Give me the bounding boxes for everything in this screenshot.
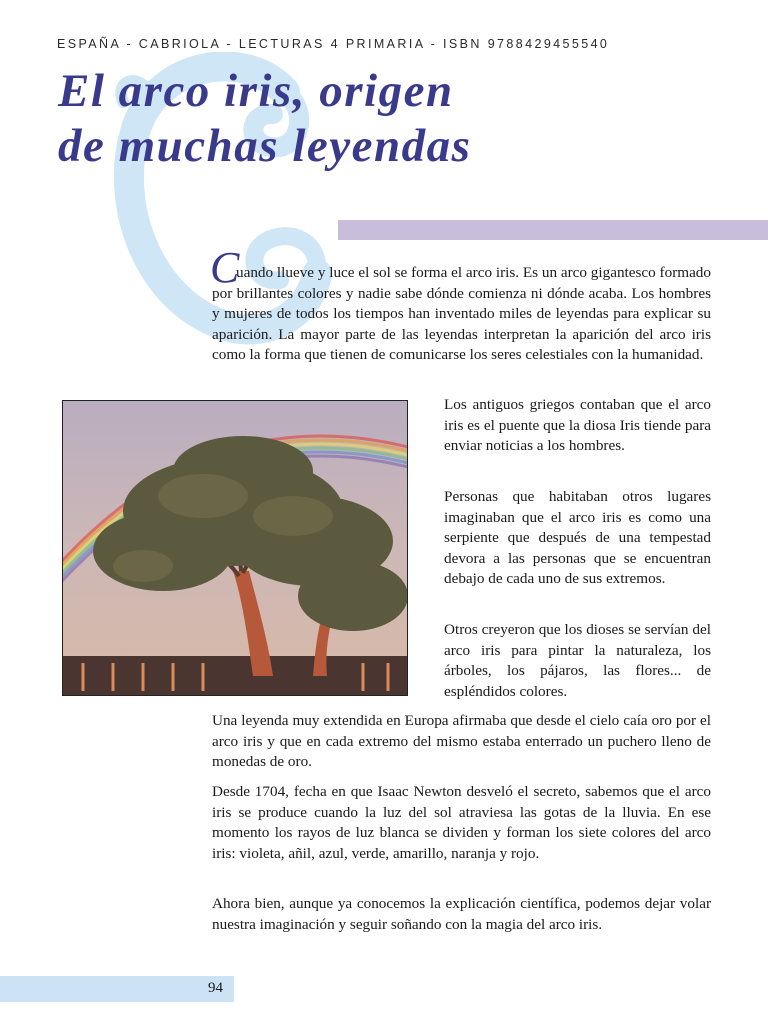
paragraph-dioses: Otros creyeron que los dioses se servían del arco iris para pintar la naturaleza, los árboles, los pájaros, las flores... de espléndidos colores. [444, 621, 711, 700]
title-line-1: El arco iris, origen [58, 65, 454, 117]
accent-bar [338, 220, 768, 240]
paragraph-serpiente: Personas que habitaban otros lugares imaginaban que el arco iris es como una serpiente que después de una tempestad devora a las personas que se encuentran debajo de cada uno de sus extremos. [444, 488, 711, 588]
rainbow-tree-photo [62, 400, 408, 696]
page-number: 94 [208, 980, 223, 996]
intro-paragraph: uando llueve y luce el sol se forma el arco iris. Es un arco gigantesco formado por brillantes colores y nadie sabe dónde comienza ni dónde acaba. Los hombres y mujeres de todos los tiempos han inventado miles de leyendas para explicar su aparición. La mayor parte de las leyendas interpretan la aparición del arco iris como la forma que tienen de comunicarse los seres celestiales con la humanidad. [212, 264, 711, 364]
footer-band [0, 976, 234, 1002]
paragraph-griegos: Los antiguos griegos contaban que el arco iris es el puente que la diosa Iris tiende para enviar noticias a los hombres. [444, 396, 711, 455]
running-head: ESPAÑA - CABRIOLA - LECTURAS 4 PRIMARIA - ISBN 9788429455540 [57, 37, 610, 51]
paragraph-europa: Una leyenda muy extendida en Europa afirmaba que desde el cielo caía oro por el arco iris y que en cada extremo del mismo estaba enterrado un puchero lleno de monedas de oro. [212, 712, 711, 771]
paragraph-imaginacion: Ahora bien, aunque ya conocemos la explicación científica, podemos dejar volar nuestra imaginación y seguir soñando con la magia del arco iris. [212, 895, 711, 933]
drop-cap: C [210, 243, 240, 292]
title-line-2: de muchas leyendas [58, 120, 472, 172]
page-title [58, 64, 471, 174]
paragraph-newton: Desde 1704, fecha en que Isaac Newton desveló el secreto, sabemos que el arco iris se produce cuando la luz del sol atraviesa las gotas de la lluvia. En ese momento los rayos de luz blanca se dividen y forman los siete colores del arco iris: violeta, añil, azul, verde, amarillo, naranja y rojo. [212, 783, 711, 862]
